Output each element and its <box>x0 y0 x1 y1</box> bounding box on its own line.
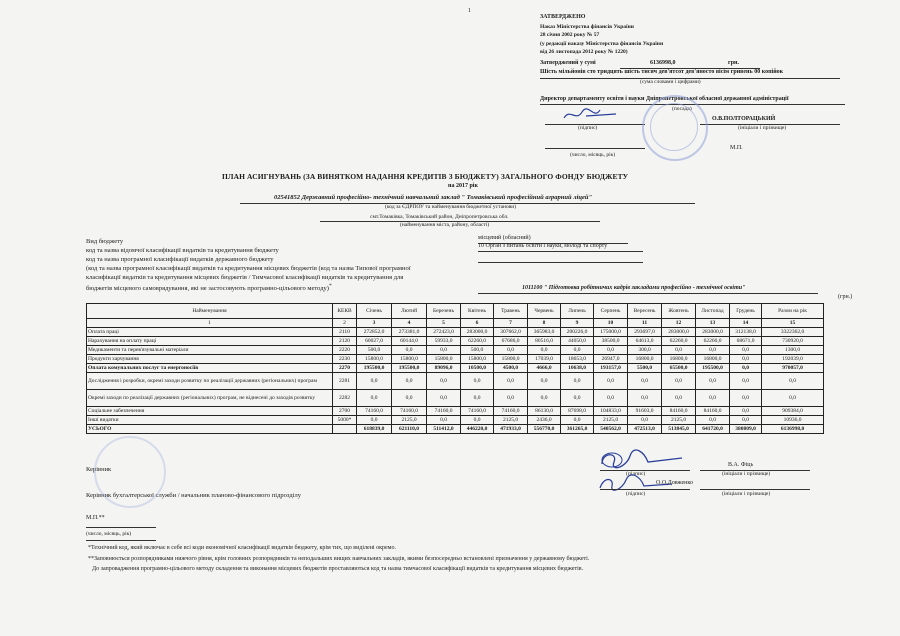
column-number: 7 <box>494 319 528 328</box>
allocations-table <box>86 303 824 434</box>
column-header: Січень <box>357 304 392 319</box>
row-value: 272423,0 <box>427 328 461 337</box>
row-value: 0,0 <box>357 416 392 425</box>
row-value: 193157,0 <box>594 364 628 373</box>
row-value: 65500,0 <box>662 364 696 373</box>
institution-address: смт.Томаківка, Томаківський район, Дніпропетровська обл. <box>370 214 509 220</box>
footnote-1: *Технічний код, який включає в себе всі коди економічної класифікації видатків бюджету, крім тих, що виділені окремо. <box>88 545 396 551</box>
row-value: 17039,0 <box>528 355 561 364</box>
row-value: 365983,0 <box>528 328 561 337</box>
row-code: 2270 <box>333 364 357 373</box>
approved-amount-words: Шість мільйонів сто тридцять шість тисяч дев'ятсот дев'яносто вісім гривень 00 копійок <box>540 69 784 75</box>
row-value: 361265,0 <box>561 425 594 434</box>
table-row <box>87 407 824 416</box>
row-value: 80516,0 <box>528 337 561 346</box>
head-name: В.А. Фіць <box>728 462 754 468</box>
column-number: 10 <box>594 319 628 328</box>
program-code-value: 1011100 " Підготовка робітничих кадрів закладами професійно - технічної освіти" <box>522 285 746 291</box>
row-value: 0,0 <box>461 390 494 407</box>
row-value: 195500,0 <box>392 364 427 373</box>
row-value: 0,0 <box>357 390 392 407</box>
local-program-label-1: (код та назва програмної класифікації видатків та кредитування місцевих бюджетів (код та назва Типової програмної <box>86 265 411 272</box>
row-value: 0,0 <box>628 416 662 425</box>
row-code: 5000* <box>333 416 357 425</box>
row-value: 312138,0 <box>730 328 762 337</box>
row-value: 380809,0 <box>730 425 762 434</box>
row-value: 0,0 <box>662 390 696 407</box>
row-value: 472513,0 <box>628 425 662 434</box>
currency-unit: (грн.) <box>838 294 853 300</box>
row-value: 0,0 <box>494 346 528 355</box>
row-value: 84160,0 <box>662 407 696 416</box>
row-value: 2125,0 <box>594 416 628 425</box>
row-value: 500,0 <box>461 346 494 355</box>
faded-seal <box>94 436 166 508</box>
sign-caption: (підпис) <box>578 125 598 131</box>
column-header: Липень <box>561 304 594 319</box>
column-number: 5 <box>427 319 461 328</box>
head-signature <box>596 448 686 472</box>
row-value: 0,0 <box>357 373 392 390</box>
row-value: 970057,0 <box>762 364 824 373</box>
approved-amount-value: 6136998,0 <box>650 60 676 66</box>
row-value: 0,0 <box>561 390 594 407</box>
row-value: 15800,0 <box>357 355 392 364</box>
row-value: 0,0 <box>427 346 461 355</box>
table-header-row <box>87 304 824 319</box>
approval-title: ЗАТВЕРДЖЕНО <box>540 14 586 20</box>
stamp-place: М.П.** <box>86 515 105 521</box>
table-row <box>87 425 824 434</box>
row-value: 62260,0 <box>662 337 696 346</box>
local-program-label-2: класифікації видатків та кредитування місцевих бюджетів / Тимчасової класифікації видатків та кредитування для <box>86 274 404 281</box>
local-program-label-3: бюджетів місцевого самоврядування, які не застосовують програмно-цільового методу)* <box>86 283 332 293</box>
table-row <box>87 364 824 373</box>
row-value: 0,0 <box>730 390 762 407</box>
row-value: 60144,0 <box>392 337 427 346</box>
footer-date-caption: (число, місяць, рік) <box>86 531 132 537</box>
row-value: 74160,0 <box>427 407 461 416</box>
row-value: 0,0 <box>696 373 730 390</box>
amount-words-caption: (сума словами і цифрами) <box>640 79 701 85</box>
row-value: 0,0 <box>528 373 561 390</box>
row-code: 2220 <box>333 346 357 355</box>
row-value: 0,0 <box>427 390 461 407</box>
program-code-label: код та назва програмної класифікації видатків державного бюджету <box>86 256 274 263</box>
table-row <box>87 373 824 390</box>
name-caption: (ініціали і прізвище) <box>738 125 787 131</box>
row-value: 500,0 <box>357 346 392 355</box>
column-number: 8 <box>528 319 561 328</box>
approval-line4: від 26 листопада 2012 року № 1220) <box>540 49 628 55</box>
row-value: 0,0 <box>461 416 494 425</box>
row-value: 10936,0 <box>762 416 824 425</box>
row-value: 730920,0 <box>762 337 824 346</box>
row-value: 0,0 <box>696 346 730 355</box>
table-number-row <box>87 319 824 328</box>
department-code-value: 10 Орган з питань освіти і науки, молоді та спорту <box>478 243 608 249</box>
row-value: 471933,0 <box>494 425 528 434</box>
row-value: 0,0 <box>427 416 461 425</box>
row-value: 59933,0 <box>427 337 461 346</box>
row-value: 18653,0 <box>561 355 594 364</box>
row-value: 0,0 <box>628 390 662 407</box>
row-code: 2282 <box>333 390 357 407</box>
column-number: 14 <box>730 319 762 328</box>
row-value: 556770,0 <box>528 425 561 434</box>
row-value: 67686,0 <box>494 337 528 346</box>
column-number: 6 <box>461 319 494 328</box>
row-value: 293697,0 <box>628 328 662 337</box>
budget-type-value: місцевий (обласний) <box>478 235 531 241</box>
address-caption: (найменування міста, району, області) <box>400 222 490 228</box>
row-code: 2281 <box>333 373 357 390</box>
column-header: Разом на рік <box>762 304 824 319</box>
row-value: 0,0 <box>392 373 427 390</box>
row-value: 621110,0 <box>392 425 427 434</box>
row-value: 618839,0 <box>357 425 392 434</box>
row-value: 0,0 <box>561 346 594 355</box>
row-value: 909384,0 <box>762 407 824 416</box>
approver-position: Директор департаменту освіти і науки Дніпропетровської обласної державної адміністрації <box>540 96 789 102</box>
row-value: 0,0 <box>561 416 594 425</box>
footnote-2: **Заповнюється розпорядниками нижчого рівня, крім головних розпорядників та неподальших вищих навчальних закладів, якими безпосередньо встановлені призначення у державному бюджеті. <box>88 556 590 562</box>
row-name: Нарахування на оплату праці <box>87 337 333 346</box>
row-value: 2125,0 <box>494 416 528 425</box>
row-value: 0,0 <box>696 390 730 407</box>
column-number: 11 <box>628 319 662 328</box>
row-value: 64613,0 <box>628 337 662 346</box>
column-header: Грудень <box>730 304 762 319</box>
row-value: 540562,0 <box>594 425 628 434</box>
head-label: Керівник <box>86 466 112 473</box>
budget-type-label: Вид бюджету <box>86 238 124 245</box>
column-number: 15 <box>762 319 824 328</box>
row-name: Продукти харчування <box>87 355 333 364</box>
row-value: 283000,0 <box>662 328 696 337</box>
accountant-name: О.О.Довженко <box>656 480 693 486</box>
row-name: Оплата праці <box>87 328 333 337</box>
column-header: Травень <box>494 304 528 319</box>
row-value: 2125,0 <box>662 416 696 425</box>
column-header: Квітень <box>461 304 494 319</box>
column-number: 1 <box>87 319 333 328</box>
row-value: 38500,0 <box>594 337 628 346</box>
row-value: 3322362,0 <box>762 328 824 337</box>
column-header: Вересень <box>628 304 662 319</box>
table-row <box>87 390 824 407</box>
row-code: 2110 <box>333 328 357 337</box>
row-value: 1300,0 <box>762 346 824 355</box>
head-name-caption: (ініціали і прізвище) <box>722 471 771 477</box>
column-header: Жовтень <box>662 304 696 319</box>
row-code: 2230 <box>333 355 357 364</box>
accountant-label: Керівник бухгалтерської служби / начальник планово-фінансового підрозділу <box>86 492 301 499</box>
column-header: КЕКВ <box>333 304 357 319</box>
row-value: 4500,0 <box>494 364 528 373</box>
row-value: 0,0 <box>762 390 824 407</box>
row-name: УСЬОГО <box>87 425 333 434</box>
row-value: 15800,0 <box>427 355 461 364</box>
row-value: 511412,0 <box>427 425 461 434</box>
institution-name: 02541852 Державний професійно- технічний навчальний заклад " Томаківський професійний аграрний ліцей" <box>274 194 593 201</box>
row-value: 68671,0 <box>730 337 762 346</box>
row-value: 89096,0 <box>427 364 461 373</box>
row-value: 0,0 <box>628 373 662 390</box>
approver-signature <box>560 106 620 124</box>
row-value: 307662,0 <box>494 328 528 337</box>
page-number: 1 <box>468 8 471 14</box>
row-value: 300,0 <box>628 346 662 355</box>
column-number: 4 <box>392 319 427 328</box>
column-header: Березень <box>427 304 461 319</box>
row-value: 273381,0 <box>392 328 427 337</box>
row-value: 16800,0 <box>628 355 662 364</box>
row-value: 0,0 <box>730 416 762 425</box>
document-title: ПЛАН АСИГНУВАНЬ (ЗА ВИНЯТКОМ НАДАННЯ КРЕДИТІВ З БЮДЖЕТУ) ЗАГАЛЬНОГО ФОНДУ БЮДЖЕТУ <box>222 172 629 181</box>
row-value: 104833,0 <box>594 407 628 416</box>
row-value: 0,0 <box>730 373 762 390</box>
approved-amount-label: Затверджений у сумі <box>540 60 596 66</box>
table-row <box>87 337 824 346</box>
column-header: Червень <box>528 304 561 319</box>
row-value: 195500,0 <box>357 364 392 373</box>
row-value: 0,0 <box>730 364 762 373</box>
column-number: 9 <box>561 319 594 328</box>
date-caption: (число, місяць, рік) <box>570 152 616 158</box>
row-value: 15800,0 <box>461 355 494 364</box>
row-name: Медикаменти та перев'язувальні матеріали <box>87 346 333 355</box>
row-value: 91603,0 <box>628 407 662 416</box>
row-value: 15800,0 <box>392 355 427 364</box>
row-code: 2120 <box>333 337 357 346</box>
row-value: 74160,0 <box>494 407 528 416</box>
approval-line2: 28 січня 2002 року № 57 <box>540 32 600 38</box>
stamp-mark: М.П. <box>730 145 743 151</box>
row-value: 86130,0 <box>528 407 561 416</box>
row-value: 0,0 <box>494 390 528 407</box>
row-value: 16800,0 <box>662 355 696 364</box>
table-row <box>87 416 824 425</box>
row-value: 74160,0 <box>461 407 494 416</box>
column-number: 13 <box>696 319 730 328</box>
row-name: Соціальне забезпечення <box>87 407 333 416</box>
department-code-label: код та назва відомчої класифікації видатків та кредитування бюджету <box>86 247 279 254</box>
row-value: 0,0 <box>762 373 824 390</box>
row-value: 200226,0 <box>561 328 594 337</box>
row-value: 283000,0 <box>696 328 730 337</box>
row-value: 2436,0 <box>528 416 561 425</box>
row-value: 0,0 <box>594 390 628 407</box>
row-value: 0,0 <box>461 373 494 390</box>
row-name: Оплата комунальних послуг та енергоносіїв <box>87 364 333 373</box>
row-value: 26947,0 <box>594 355 628 364</box>
row-value: 10638,0 <box>561 364 594 373</box>
row-value: 5500,0 <box>628 364 662 373</box>
table-row <box>87 346 824 355</box>
row-code: 2700 <box>333 407 357 416</box>
row-value: 0,0 <box>730 346 762 355</box>
row-value: 0,0 <box>528 346 561 355</box>
row-value: 74160,0 <box>357 407 392 416</box>
row-value: 0,0 <box>662 373 696 390</box>
row-value: 74160,0 <box>392 407 427 416</box>
row-value: 0,0 <box>392 346 427 355</box>
row-value: 641720,0 <box>696 425 730 434</box>
column-header: Лютий <box>392 304 427 319</box>
accountant-name-caption: (ініціали і прізвище) <box>722 491 771 497</box>
row-value: 15800,0 <box>494 355 528 364</box>
row-value: 60027,0 <box>357 337 392 346</box>
row-value: 0,0 <box>561 373 594 390</box>
approval-line1: Наказ Міністерства фінансів України <box>540 24 634 30</box>
row-name: Дослідження і розробки, окремі заходи розвитку по реалізації державних (регіональних) програм <box>87 373 333 390</box>
column-number: 12 <box>662 319 696 328</box>
row-name: Окремі заходи по реалізації державних (регіональних) програм, не віднесені до заходів розвитку <box>87 390 333 407</box>
column-header: Листопад <box>696 304 730 319</box>
table-row <box>87 355 824 364</box>
position-caption: (посада) <box>672 106 692 112</box>
column-header: Серпень <box>594 304 628 319</box>
row-value: 0,0 <box>528 390 561 407</box>
row-code <box>333 425 357 434</box>
row-value: 0,0 <box>730 355 762 364</box>
row-value: 44050,0 <box>561 337 594 346</box>
column-number: 2 <box>333 319 357 328</box>
row-value: 0,0 <box>696 416 730 425</box>
row-name: Інші видатки <box>87 416 333 425</box>
row-value: 513845,0 <box>662 425 696 434</box>
row-value: 62260,0 <box>461 337 494 346</box>
row-value: 446220,0 <box>461 425 494 434</box>
row-value: 6136998,0 <box>762 425 824 434</box>
row-value: 16800,0 <box>696 355 730 364</box>
row-value: 0,0 <box>730 407 762 416</box>
row-value: 0,0 <box>427 373 461 390</box>
approved-amount-unit: грн. <box>728 60 740 66</box>
approval-line3: (у редакції наказу Міністерства фінансів України <box>540 41 664 47</box>
official-seal-inner <box>650 103 698 151</box>
document-year: на 2017 рік <box>448 183 478 189</box>
approver-name: О.В.ПОЛТОРАЦЬКИЙ <box>712 116 776 122</box>
column-header: Найменування <box>87 304 333 319</box>
head-sign-caption: (підпис) <box>626 471 646 477</box>
row-value: 84160,0 <box>696 407 730 416</box>
institution-caption: (код за ЄДРПОУ та найменування бюджетної установи) <box>385 204 517 210</box>
footnote-3: Дo запровадження програмно-цільового методу складення та виконання місцевих бюджетів проставляються код та назва тимчасової класифікації видатків та кредитування місцевих бюджетів. <box>92 566 584 572</box>
table-row <box>87 328 824 337</box>
row-value: 0,0 <box>594 346 628 355</box>
column-number: 3 <box>357 319 392 328</box>
row-value: 195500,0 <box>696 364 730 373</box>
row-value: 175000,0 <box>594 328 628 337</box>
row-value: 283000,0 <box>461 328 494 337</box>
row-value: 2125,0 <box>392 416 427 425</box>
row-value: 272852,0 <box>357 328 392 337</box>
row-value: 4666,0 <box>528 364 561 373</box>
row-value: 0,0 <box>594 373 628 390</box>
accountant-sign-caption: (підпис) <box>626 491 646 497</box>
row-value: 0,0 <box>494 373 528 390</box>
row-value: 62260,0 <box>696 337 730 346</box>
row-value: 87698,0 <box>561 407 594 416</box>
row-value: 192039,0 <box>762 355 824 364</box>
row-value: 10500,0 <box>461 364 494 373</box>
row-value: 0,0 <box>662 346 696 355</box>
row-value: 0,0 <box>392 390 427 407</box>
